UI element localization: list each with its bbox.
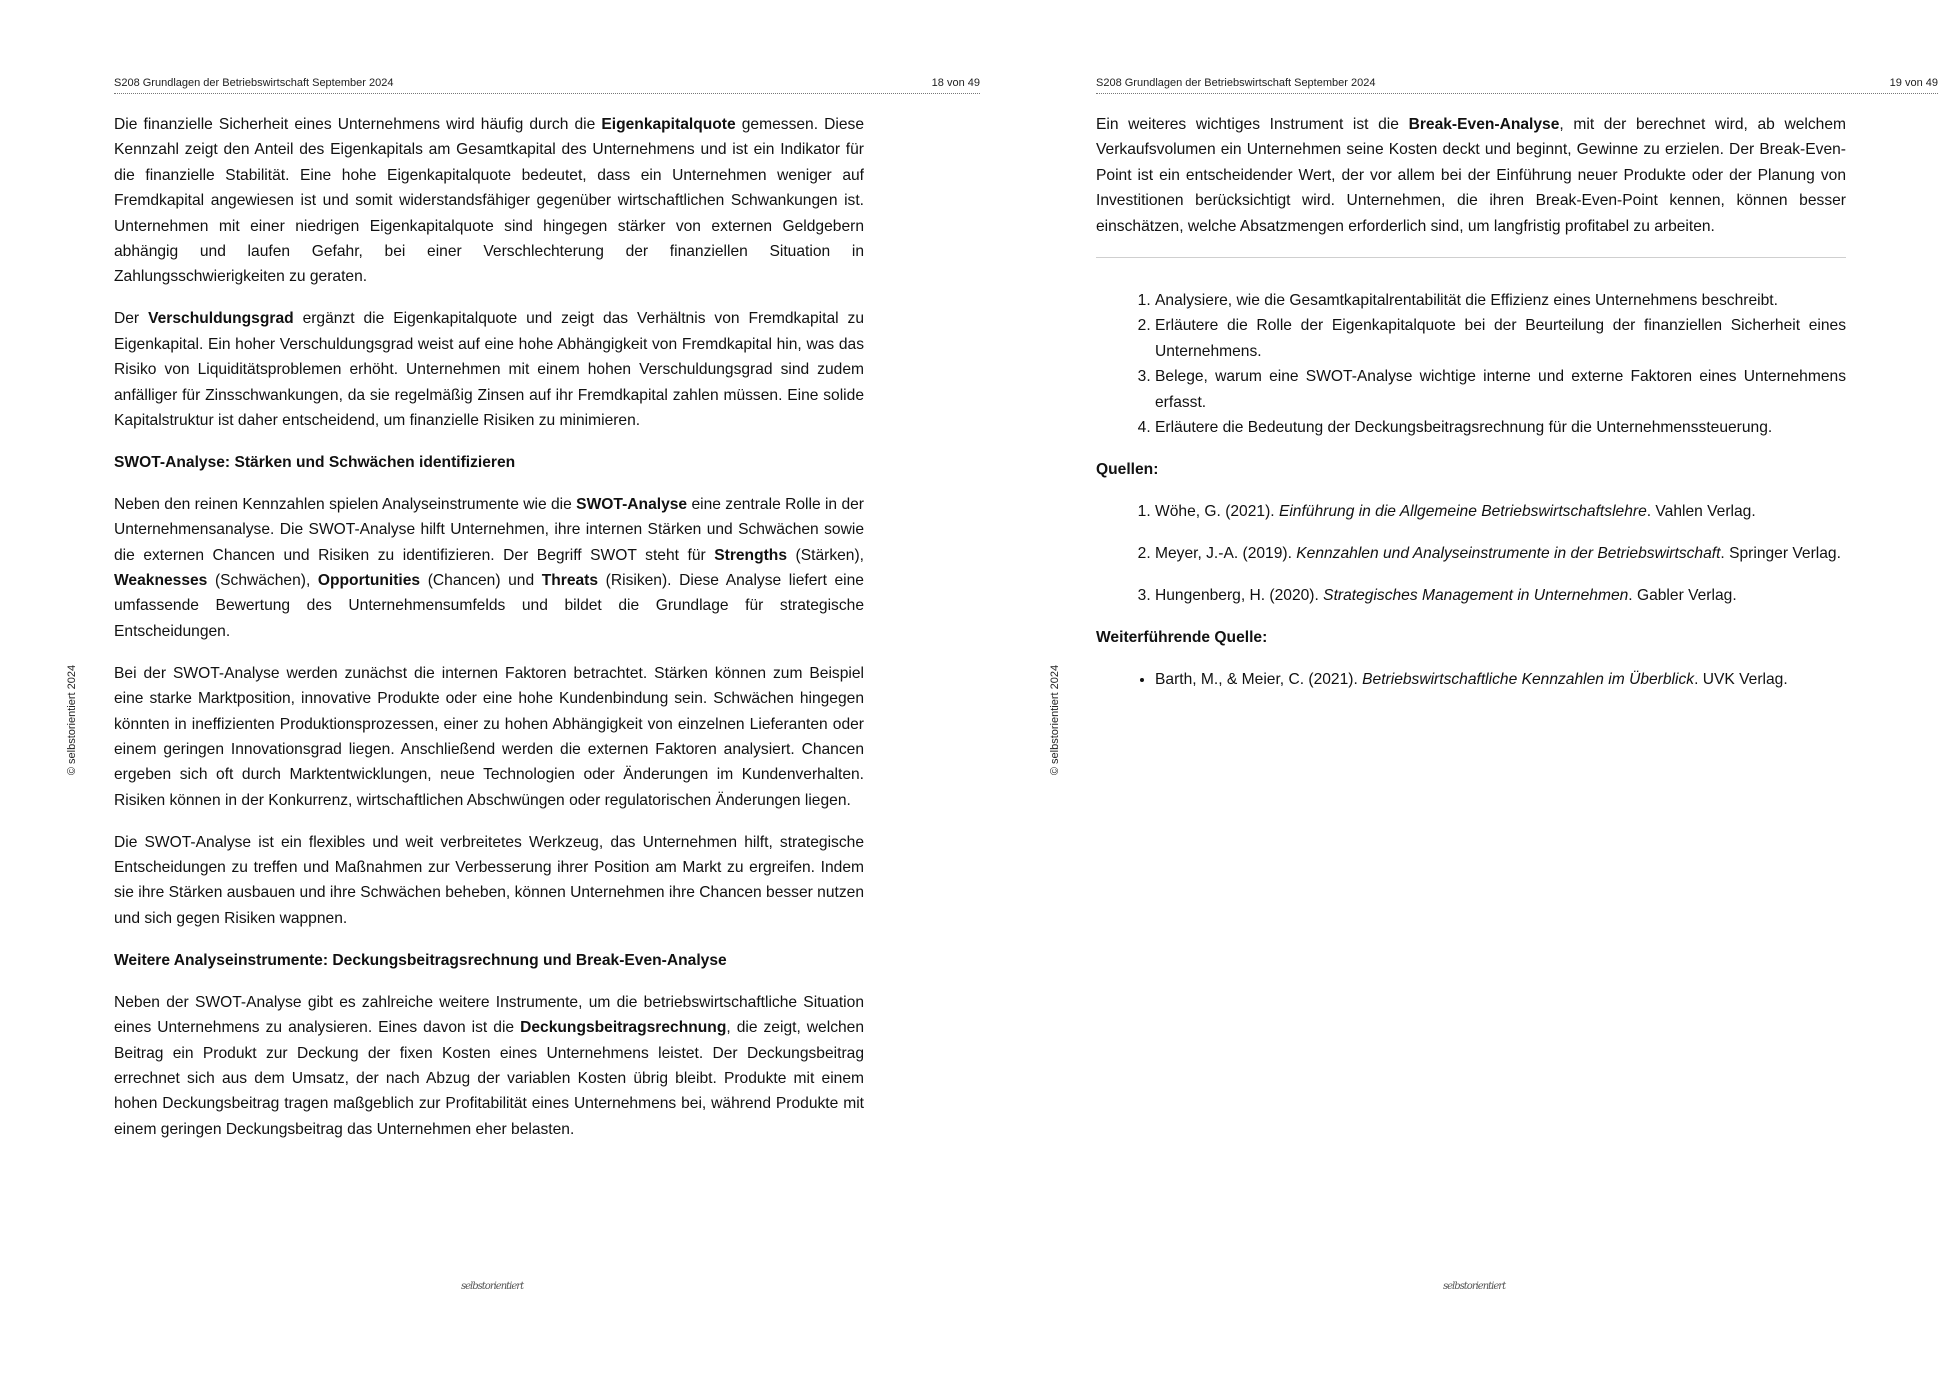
sources-list [1096, 499, 1846, 608]
term-weaknesses: Weaknesses [114, 572, 208, 589]
page-19 [982, 0, 1957, 1382]
term-opportunities: Opportunities [317, 572, 421, 589]
paragraph-deckungsbeitrag [114, 990, 864, 1142]
text: gemessen. Diese Kennzahl zeigt den Anteil des Eigenkapitals am Gesamtkapital des Unternehmens und ist ein Indikator für die finanzielle Stabilität. Eine hohe Eigenkapitalquote bedeutet, dass ein Unternehmen weniger auf Fremdkapital angewiesen ist und somit widerstandsfähiger gegenüber wirtschaftlichen Schwankungen ist. Unternehmen mit einer niedrigen Eigenkapitalquote sind hingegen stärker von externen Geldgebern abhängig und laufen Gefahr, bei einer Verschlechterung der finanziellen Situation in Zahlungsschwierigkeiten zu geraten. [114, 116, 864, 286]
source-item [1155, 583, 1846, 608]
text: , mit der berechnet wird, ab welchem Verkaufsvolumen ein Unternehmen seine Kosten deckt und beginnt, Gewinne zu erzielen. Der Break-Even-Point ist ein entscheidender Wert, der vor allem bei der Einführung neuer Produkte oder der Planung von Investitionen berücksichtigt wird. Unternehmen, die ihren Break-Even-Point kennen, können besser einschätzen, welche Absatzmengen erforderlich sind, um langfristig profitabel zu arbeiten. [1096, 116, 1846, 235]
page-number: 19 von 49 [1889, 77, 1938, 89]
page-body [114, 112, 864, 1159]
sources-heading: Quellen: [1096, 460, 1159, 478]
section-heading-swot: SWOT-Analyse: Stärken und Schwächen identifizieren [114, 453, 516, 471]
question-item: 4. Erläutere die Bedeutung der Deckungsbeitragsrechnung für die Unternehmenssteuerung. [1155, 415, 1846, 440]
source-title: Betriebswirtschaftliche Kennzahlen im Überblick [1362, 670, 1695, 688]
page-18 [0, 0, 978, 1382]
further-source-heading: Weiterführende Quelle: [1096, 628, 1268, 646]
text: . Springer Verlag. [1720, 544, 1841, 562]
term-deckungsbeitragsrechnung: Deckungsbeitragsrechnung [520, 1019, 727, 1037]
text: (Stärken), [787, 546, 864, 564]
term-swot: SWOT-Analyse [576, 495, 688, 513]
text: Die finanzielle Sicherheit eines Unternehmens wird häufig durch die [114, 116, 602, 133]
term-verschuldungsgrad: Verschuldungsgrad [148, 310, 294, 328]
header-title: S208 Grundlagen der Betriebswirtschaft September 2024 [1096, 77, 1376, 89]
text: ergänzt die Eigenkapitalquote und zeigt das Verhältnis von Fremdkapital zu Eigenkapital. Ein hoher Verschuldungsgrad weist auf eine hohe Abhängigkeit von Fremdkapital hin, was das Risiko von Liquiditätsproblemen erhöht. Unternehmen mit einem hohen Verschuldungsgrad sind zudem anfälliger für Zinsschwankungen, da sie regelmäßig Zinsen auf ihr Fremdkapital zahlen müssen. Eine solide Kapitalstruktur ist daher entscheidend, um finanzielle Risiken zu minimieren. [114, 310, 864, 429]
text: Der [114, 310, 149, 328]
page-header [1096, 77, 1938, 94]
divider [1096, 257, 1846, 258]
further-source-list [1096, 667, 1846, 692]
question-item: 1. Analysiere, wie die Gesamtkapitalrentabilität die Effizienz eines Unternehmens beschreibt. [1155, 288, 1846, 313]
copyright-side-note [64, 650, 80, 790]
footer-logo: selbstorientiert [1443, 1281, 1506, 1292]
text: Ein weiteres wichtiges Instrument ist die [1096, 116, 1409, 133]
page-header [114, 77, 980, 94]
copyright-text: © selbstorientiert 2024 [1049, 664, 1061, 776]
further-source-item [1155, 667, 1846, 692]
copyright-text: © selbstorientiert 2024 [66, 664, 78, 776]
header-title: S208 Grundlagen der Betriebswirtschaft September 2024 [114, 77, 394, 89]
text: Neben der SWOT-Analyse gibt es zahlreiche weitere Instrumente, um die betriebswirtschaftliche Situation eines Unternehmens zu analysieren. Eines davon ist die [114, 993, 864, 1037]
text: (Risiken). Diese Analyse liefert eine umfassende Bewertung des Unternehmensumfelds und bildet die Grundlage für strategische Entscheidungen. [114, 572, 864, 640]
question-item: 2. Erläutere die Rolle der Eigenkapitalquote bei der Beurteilung der finanziellen Sicherheit eines Unternehmens. [1155, 313, 1846, 364]
paragraph-eigenkapitalquote [114, 112, 864, 290]
source-item [1155, 499, 1846, 524]
source-item [1155, 541, 1846, 566]
text: eine zentrale Rolle in der Unternehmensanalyse. Die SWOT-Analyse hilft Unternehmen, ihre internen Stärken und Schwächen sowie die externen Chancen und Risiken zu identifizieren. Der Begriff SWOT steht für [114, 495, 864, 564]
term-break-even-analyse: Break-Even-Analyse [1408, 116, 1560, 133]
term-eigenkapitalquote: Eigenkapitalquote [601, 116, 736, 133]
section-heading-weitere: Weitere Analyseinstrumente: Deckungsbeitragsrechnung und Break-Even-Analyse [114, 951, 727, 969]
text: . Gabler Verlag. [1628, 586, 1737, 604]
paragraph-swot-factors: Bei der SWOT-Analyse werden zunächst die internen Faktoren betrachtet. Stärken können zum Beispiel eine starke Marktposition, innovative Produkte oder eine hohe Kundenbindung sein. Schwächen hingegen könnten in ineffizienten Produktionsprozessen, einer zu hohen Abhängigkeit von einzelnen Lieferanten oder einem geringen Innovationsgrad liegen. Anschließend werden die externen Faktoren analysiert. Chancen ergeben sich oft durch Marktentwicklungen, neue Technologien oder Änderungen im Kundenverhalten. Risiken können in der Konkurrenz, wirtschaftlichen Abschwüngen oder regulatorischen Änderungen liegen. [114, 664, 864, 809]
text: Wöhe, G. (2021). [1155, 502, 1279, 520]
copyright-side-note [1047, 650, 1063, 790]
text: Neben den reinen Kennzahlen spielen Analyseinstrumente wie die [114, 495, 577, 513]
source-title: Kennzahlen und Analyseinstrumente in der Betriebswirtschaft [1296, 544, 1721, 562]
text: Barth, M., & Meier, C. (2021). [1155, 670, 1363, 688]
paragraph-verschuldungsgrad [114, 306, 864, 433]
text: Hungenberg, H. (2020). [1155, 586, 1324, 604]
footer-logo: selbstorientiert [461, 1281, 524, 1292]
text: Meyer, J.-A. (2019). [1155, 544, 1297, 562]
paragraph-swot-tool: Die SWOT-Analyse ist ein flexibles und weit verbreitetes Werkzeug, das Unternehmen hilft, strategische Entscheidungen zu treffen und Maßnahmen zur Verbesserung ihrer Position am Markt zu ergreifen. Indem sie ihre Stärken ausbauen und ihre Schwächen beheben, können Unternehmen ihre Chancen besser nutzen und sich gegen Risiken wappnen. [114, 833, 864, 927]
term-strengths: Strengths [714, 546, 787, 564]
page-number: 18 von 49 [931, 77, 980, 89]
question-list [1096, 288, 1846, 440]
paragraph-break-even [1096, 112, 1846, 239]
text: . UVK Verlag. [1694, 670, 1788, 688]
question-item: 3. Belege, warum eine SWOT-Analyse wichtige interne und externe Faktoren eines Unternehmens erfasst. [1155, 364, 1846, 415]
source-title: Strategisches Management in Unternehmen [1323, 586, 1629, 604]
text: , die zeigt, welchen Beitrag ein Produkt zur Deckung der fixen Kosten eines Unternehmens leistet. Der Deckungsbeitrag errechnet sich aus dem Umsatz, der nach Abzug der variablen Kosten übrig bleibt. Produkte mit einem hohen Deckungsbeitrag tragen maßgeblich zur Profitabilität eines Unternehmens bei, während Produkte mit einem geringen Deckungsbeitrag das Unternehmen eher belasten. [114, 1019, 865, 1138]
term-threats: Threats [541, 572, 599, 589]
text: (Chancen) und [420, 572, 542, 589]
source-title: Einführung in die Allgemeine Betriebswirtschaftslehre [1278, 502, 1647, 520]
paragraph-swot-intro [114, 492, 864, 644]
page-body [1096, 112, 1846, 708]
text: . Vahlen Verlag. [1646, 502, 1756, 520]
text: (Schwächen), [207, 572, 318, 589]
